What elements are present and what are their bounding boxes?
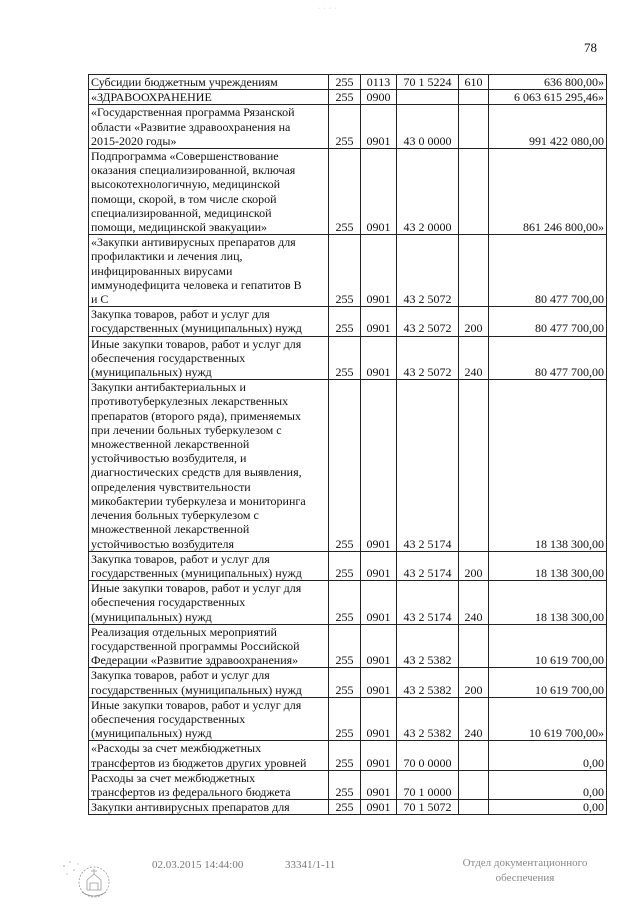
row-expense-type: 200: [459, 551, 489, 580]
row-name: Закупка товаров, работ и услуг для государственных (муниципальных) нужд: [89, 551, 329, 580]
table-row: [89, 307, 607, 336]
row-name: «Государственная программа Рязанской области «Развитие здравоохранения на 2015-2020 годы»: [89, 105, 329, 149]
page-footer: [0, 856, 640, 901]
row-expense-type: [459, 624, 489, 668]
row-amount: 18 138 300,00: [489, 551, 607, 580]
row-target-article: 43 2 5382: [397, 668, 459, 697]
row-expense-type: 240: [459, 581, 489, 625]
table-row: [89, 624, 607, 668]
row-name: Закупки антибактериальных и противотуберкулезных лекарственных препаратов (второго ряда), применяемых при лечении больных туберкулезом с множественной лекарственной устойчивостью возбудителя, и диагностических средств для выявления, определения чувствительности микобактерии туберкулеза и мониторинга лечения больных туберкулезом с множественной лекарственной устойчивостью возбудителя: [89, 380, 329, 551]
row-target-article: 70 0 0000: [397, 741, 459, 770]
row-name: Закупки антивирусных препаратов для: [89, 800, 329, 815]
row-target-article: 70 1 5072: [397, 800, 459, 815]
row-section-code: 0901: [361, 336, 397, 380]
row-target-article: 43 2 5174: [397, 380, 459, 551]
top-scan-marks: · · · ·: [318, 6, 338, 12]
page-number: 78: [584, 40, 597, 55]
row-expense-type: 240: [459, 336, 489, 380]
row-expense-type: [459, 800, 489, 815]
table-row: [89, 336, 607, 380]
row-expense-type: 610: [459, 75, 489, 90]
row-name: Расходы за счет межбюджетных трансфертов из федерального бюджета: [89, 770, 329, 799]
table-row: [89, 235, 607, 307]
row-name: Иные закупки товаров, работ и услуг для обеспечения государственных (муниципальных) нужд: [89, 697, 329, 741]
row-expense-type: [459, 770, 489, 799]
row-amount: 10 619 700,00: [489, 624, 607, 668]
budget-table-body: [89, 75, 607, 815]
row-expense-type: 200: [459, 307, 489, 336]
row-target-article: 70 1 5224: [397, 75, 459, 90]
row-section-code: 0901: [361, 105, 397, 149]
row-amount: 10 619 700,00: [489, 668, 607, 697]
row-target-article: 43 2 5072: [397, 307, 459, 336]
footer-office-stamp: Отдел документационного обеспечения: [462, 857, 588, 884]
table-row: [89, 741, 607, 770]
row-ved-code: 255: [329, 668, 361, 697]
row-ved-code: 255: [329, 624, 361, 668]
row-name: Иные закупки товаров, работ и услуг для обеспечения государственных (муниципальных) нужд: [89, 581, 329, 625]
row-section-code: 0901: [361, 668, 397, 697]
row-ved-code: 255: [329, 90, 361, 105]
footer-datetime: 02.03.2015 14:44:00: [152, 859, 244, 871]
row-name: Подпрограмма «Совершенствование оказания специализированной, включая высокотехнологичную, медицинской помощи, скорой, в том числе скорой специализированной, медицинской помощи, медицинской эвакуации»: [89, 149, 329, 235]
table-row: [89, 149, 607, 235]
table-row: [89, 770, 607, 799]
table-row: [89, 697, 607, 741]
row-ved-code: 255: [329, 75, 361, 90]
row-amount: 80 477 700,00: [489, 336, 607, 380]
row-ved-code: 255: [329, 697, 361, 741]
row-name: Субсидии бюджетным учреждениям: [89, 75, 329, 90]
row-ved-code: 255: [329, 380, 361, 551]
row-section-code: 0901: [361, 235, 397, 307]
row-amount: 6 063 615 295,46»: [489, 90, 607, 105]
row-section-code: 0113: [361, 75, 397, 90]
row-name: «Расходы за счет межбюджетных трансфертов из бюджетов других уровней: [89, 741, 329, 770]
row-expense-type: 240: [459, 697, 489, 741]
row-amount: 991 422 080,00: [489, 105, 607, 149]
row-expense-type: [459, 90, 489, 105]
row-target-article: 43 2 5174: [397, 551, 459, 580]
seal-stamp-icon: [58, 856, 130, 900]
row-amount: 10 619 700,00»: [489, 697, 607, 741]
row-section-code: 0901: [361, 800, 397, 815]
row-target-article: 43 0 0000: [397, 105, 459, 149]
row-ved-code: 255: [329, 581, 361, 625]
row-expense-type: [459, 741, 489, 770]
row-name: «ЗДРАВООХРАНЕНИЕ: [89, 90, 329, 105]
row-ved-code: 255: [329, 149, 361, 235]
row-name: Закупка товаров, работ и услуг для государственных (муниципальных) нужд: [89, 307, 329, 336]
row-ved-code: 255: [329, 307, 361, 336]
row-amount: 80 477 700,00: [489, 235, 607, 307]
row-section-code: 0901: [361, 149, 397, 235]
row-expense-type: 200: [459, 668, 489, 697]
row-section-code: 0901: [361, 741, 397, 770]
row-amount: 0,00: [489, 741, 607, 770]
row-target-article: 43 2 5174: [397, 581, 459, 625]
row-ved-code: 255: [329, 770, 361, 799]
row-section-code: 0901: [361, 307, 397, 336]
row-ved-code: 255: [329, 336, 361, 380]
row-expense-type: [459, 149, 489, 235]
row-amount: 0,00: [489, 800, 607, 815]
table-row: [89, 380, 607, 551]
budget-table: [88, 74, 607, 815]
row-name: Реализация отдельных мероприятий государственной программы Российской Федерации «Развитие здравоохранения»: [89, 624, 329, 668]
table-row: [89, 105, 607, 149]
row-amount: 18 138 300,00: [489, 380, 607, 551]
row-section-code: 0901: [361, 380, 397, 551]
row-name: «Закупки антивирусных препаратов для профилактики и лечения лиц, инфицированных вирусами иммунодефицита человека и гепатитов В и С: [89, 235, 329, 307]
row-ved-code: 255: [329, 235, 361, 307]
footer-document-number: 33341/1-11: [285, 859, 336, 871]
row-target-article: 43 2 5072: [397, 235, 459, 307]
row-section-code: 0901: [361, 581, 397, 625]
row-section-code: 0900: [361, 90, 397, 105]
row-target-article: 43 2 0000: [397, 149, 459, 235]
row-expense-type: [459, 235, 489, 307]
row-expense-type: [459, 380, 489, 551]
row-amount: 80 477 700,00: [489, 307, 607, 336]
row-section-code: 0901: [361, 551, 397, 580]
row-ved-code: 255: [329, 800, 361, 815]
row-section-code: 0901: [361, 624, 397, 668]
row-amount: 0,00: [489, 770, 607, 799]
row-target-article: 70 1 0000: [397, 770, 459, 799]
table-row: [89, 668, 607, 697]
row-target-article: 43 2 5382: [397, 697, 459, 741]
row-amount: 861 246 800,00»: [489, 149, 607, 235]
table-row: [89, 581, 607, 625]
row-section-code: 0901: [361, 697, 397, 741]
row-ved-code: 255: [329, 551, 361, 580]
row-target-article: 43 2 5382: [397, 624, 459, 668]
row-name: Иные закупки товаров, работ и услуг для обеспечения государственных (муниципальных) нужд: [89, 336, 329, 380]
row-target-article: [397, 90, 459, 105]
table-row: [89, 75, 607, 90]
row-name: Закупка товаров, работ и услуг для государственных (муниципальных) нужд: [89, 668, 329, 697]
table-row: [89, 800, 607, 815]
row-ved-code: 255: [329, 741, 361, 770]
row-section-code: 0901: [361, 770, 397, 799]
row-ved-code: 255: [329, 105, 361, 149]
row-expense-type: [459, 105, 489, 149]
table-row: [89, 551, 607, 580]
row-amount: 18 138 300,00: [489, 581, 607, 625]
row-target-article: 43 2 5072: [397, 336, 459, 380]
table-row: [89, 90, 607, 105]
row-amount: 636 800,00»: [489, 75, 607, 90]
